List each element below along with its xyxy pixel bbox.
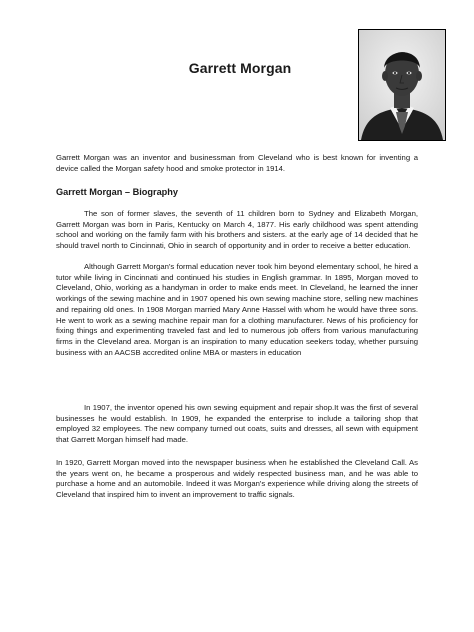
body-paragraph: The son of former slaves, the seventh of 11 children born to Sydney and Elizabeth Morgan, Garrett Morgan was born in Paris, Kentucky on March 4, 1877. His early childhood was spent attending school and working on the family farm with his brothers and sisters. at the early age of 14 decided that he should travel north to Cincinnati, Ohio in search of opportunity and in order to receive a better education.	[56, 209, 418, 251]
intro-paragraph: Garrett Morgan was an inventor and businessman from Cleveland who is best known for inventing a device called the Morgan safety hood and smoke protector in 1914.	[56, 153, 418, 173]
portrait-image	[359, 30, 445, 140]
page-title: Garrett Morgan	[188, 60, 292, 76]
body-paragraph: In 1920, Garrett Morgan moved into the newspaper business when he established the Cleveland Call. As the years went on, he became a prosperous and widely respected business man, and he was able to purchase a home and an automobile. Indeed it was Morgan's experience while driving along the streets of Cleveland that inspired him to invent an improvement to traffic signals.	[56, 458, 418, 500]
body-paragraph: Although Garrett Morgan's formal education never took him beyond elementary school, he hired a tutor while living in Cincinnati and continued his studies in English grammar. In 1895, Morgan moved to Cleveland, Ohio, working as a handyman in order to make ends meet. In Cleveland, he learned the inner workings of the sewing machine and in 1907 opened his own sewing machine store, selling new machines and repairing old ones. In 1908 Morgan married Mary Anne Hassel with whom he would have three sons. He went to work as a sewing machine repair man for a clothing manufacturer. News of his proficiency for fixing things and experimenting traveled fast and led to numerous job offers from various manufacturing firms in the Cleveland area. Morgan is an inspiration to many education seekers today, whether pursuing business with an AACSB accredited online MBA or masters in education	[56, 262, 418, 357]
portrait-photo	[358, 29, 446, 141]
section-heading: Garrett Morgan – Biography	[56, 187, 179, 197]
body-paragraph: In 1907, the inventor opened his own sewing equipment and repair shop.It was the first of several businesses he would establish. In 1909, he expanded the enterprise to include a tailoring shop that employed 32 employees. The new company turned out coats, suits and dresses, all sewn with equipment that Garrett Morgan himself had made.	[56, 403, 418, 445]
